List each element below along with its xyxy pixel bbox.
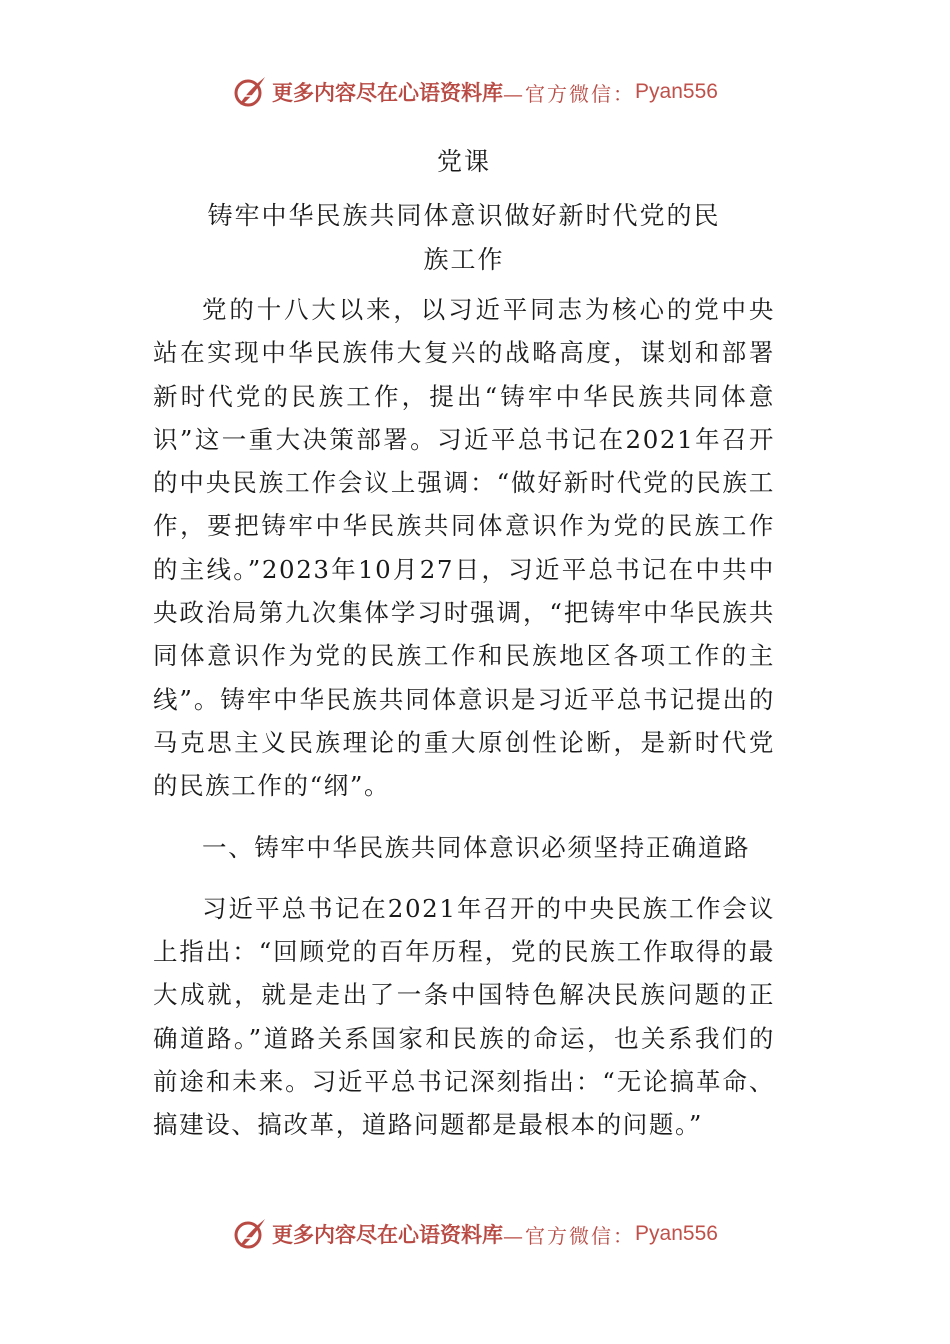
watermark-wechat-id: Pyan556 (635, 1222, 718, 1245)
paragraph-intro: 党的十八大以来，以习近平同志为核心的党中央站在实现中华民族伟大复兴的战略高度，谋划和部署新时代党的民族工作，提出“铸牢中华民族共同体意识”这一重大决策部署。习近平总书记在2021年召开的中央民族工作会议上强调：“做好新时代党的民族工作，要把铸牢中华民族共同体意识作为党的民族工作的主线。”2023年10月27日，习近平总书记在中共中央政治局第九次集体学习时强调，“把铸牢中华民族共同体意识作为党的民族工作和民族地区各项工作的主线”。铸牢中华民族共同体意识是习近平总书记提出的马克思主义民族理论的重大原创性论断，是新时代党的民族工作的“纲”。 (153, 295, 775, 801)
document-body (153, 136, 775, 1147)
section-heading-1: 一、铸牢中华民族共同体意识必须坚持正确道路 (202, 832, 751, 862)
watermark-banner-top (0, 70, 950, 114)
watermark-official-text: —官方微信： (503, 81, 636, 106)
watermark-brand-text: 更多内容尽在心语资料库 (272, 80, 504, 105)
watermark-official-text: —官方微信： (503, 1223, 636, 1248)
document-title-line-2: 族工作 (423, 245, 505, 274)
quill-pen-logo-icon (232, 1216, 268, 1252)
document-title-line-1: 铸牢中华民族共同体意识做好新时代党的民 (207, 201, 721, 230)
watermark-brand-text: 更多内容尽在心语资料库 (272, 1222, 504, 1247)
document-title (153, 194, 775, 282)
watermark-banner-bottom (0, 1212, 950, 1256)
watermark-wechat-id: Pyan556 (635, 80, 718, 103)
paragraph-section-1: 习近平总书记在2021年召开的中央民族工作会议上指出：“回顾党的百年历程，党的民族工作取得的最大成就，就是走出了一条中国特色解决民族问题的正确道路。”道路关系国家和民族的命运，也关系我们的前途和未来。习近平总书记深刻指出：“无论搞革命、搞建设、搞改革，道路问题都是最根本的问题。” (153, 893, 775, 1140)
quill-pen-logo-icon (232, 74, 268, 110)
document-category: 党课 (436, 147, 491, 176)
